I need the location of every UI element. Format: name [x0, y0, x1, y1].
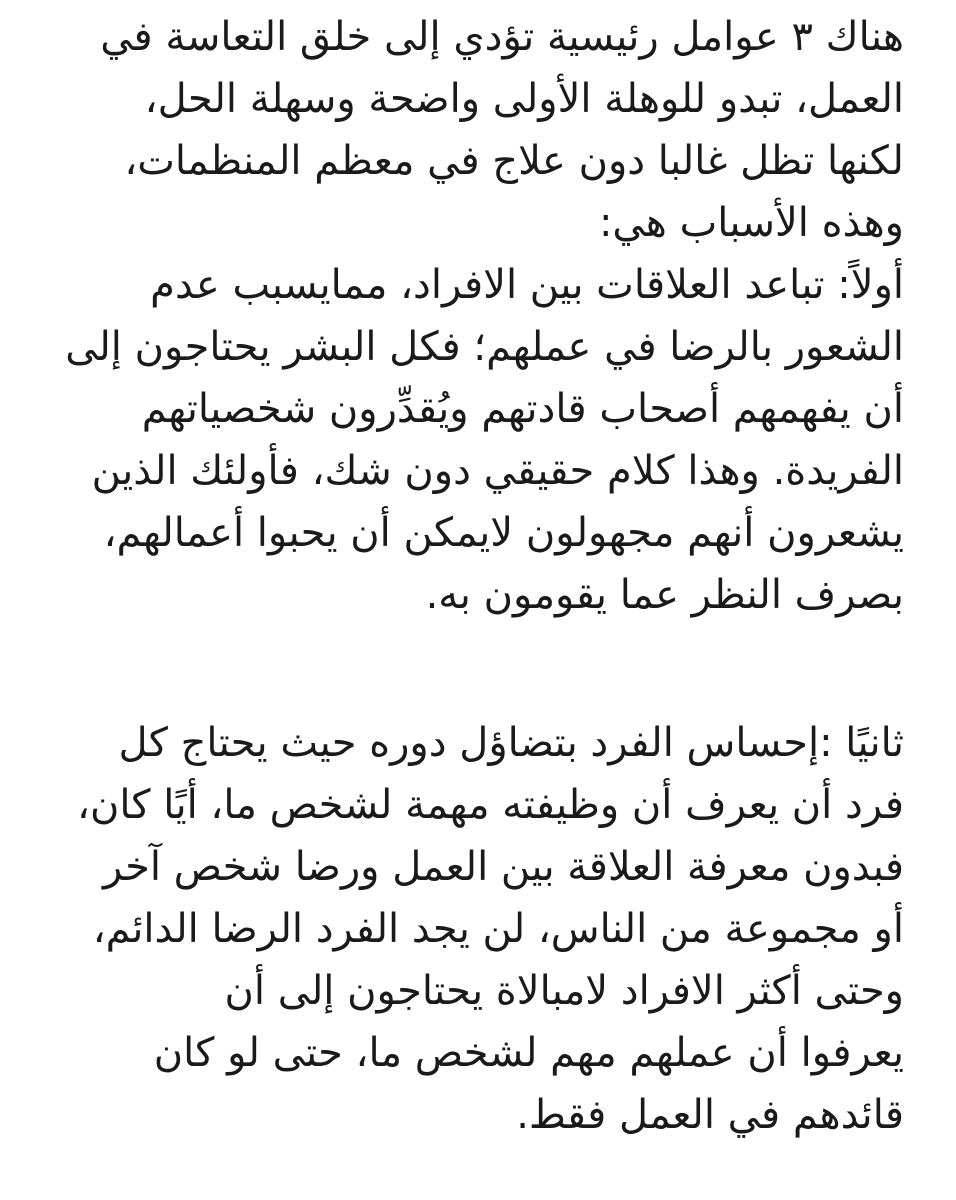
text-line: هناك ٣ عوامل رئيسية تؤدي إلى خلق التعاسة في — [100, 14, 904, 60]
text-line: وهذه الأسباب هي: — [598, 200, 904, 246]
text-line: أن يفهمهم أصحاب قادتهم ويُقدِّرون شخصياتهم — [141, 386, 904, 432]
text-line: فبدون معرفة العلاقة بين العمل ورضا شخص آخر — [103, 844, 904, 890]
text-line: الشعور بالرضا في عملهم؛ فكل البشر يحتاجون إلى — [65, 324, 904, 370]
paragraph-1 — [54, 6, 904, 626]
text-line: الفريدة. وهذا كلام حقيقي دون شك، فأولئك الذين — [91, 448, 904, 494]
text-line: أولاً: تباعد العلاقات بين الافراد، ممايسبب عدم — [150, 262, 904, 308]
text-line: فرد أن يعرف أن وظيفته مهمة لشخص ما، أيًا كان، — [77, 782, 904, 828]
text-line: لكنها تظل غالبا دون علاج في معظم المنظمات، — [124, 138, 904, 184]
text-line: بصرف النظر عما يقومون به. — [425, 572, 904, 618]
text-line: أو مجموعة من الناس، لن يجد الفرد الرضا الدائم، — [92, 906, 904, 952]
text-line: قائدهم في العمل فقط. — [516, 1092, 904, 1138]
paragraph-2 — [54, 712, 904, 1146]
text-line: العمل، تبدو للوهلة الأولى واضحة وسهلة الحل، — [144, 76, 904, 122]
text-line: يعرفوا أن عملهم مهم لشخص ما، حتى لو كان — [153, 1030, 904, 1076]
text-line: يشعرون أنهم مجهولون لايمكن أن يحبوا أعمالهم، — [103, 510, 904, 556]
text-line: وحتى أكثر الافراد لامبالاة يحتاجون إلى أن — [224, 968, 904, 1014]
text-line: ثانيًا :إحساس الفرد بتضاؤل دوره حيث يحتاج كل — [118, 720, 904, 766]
